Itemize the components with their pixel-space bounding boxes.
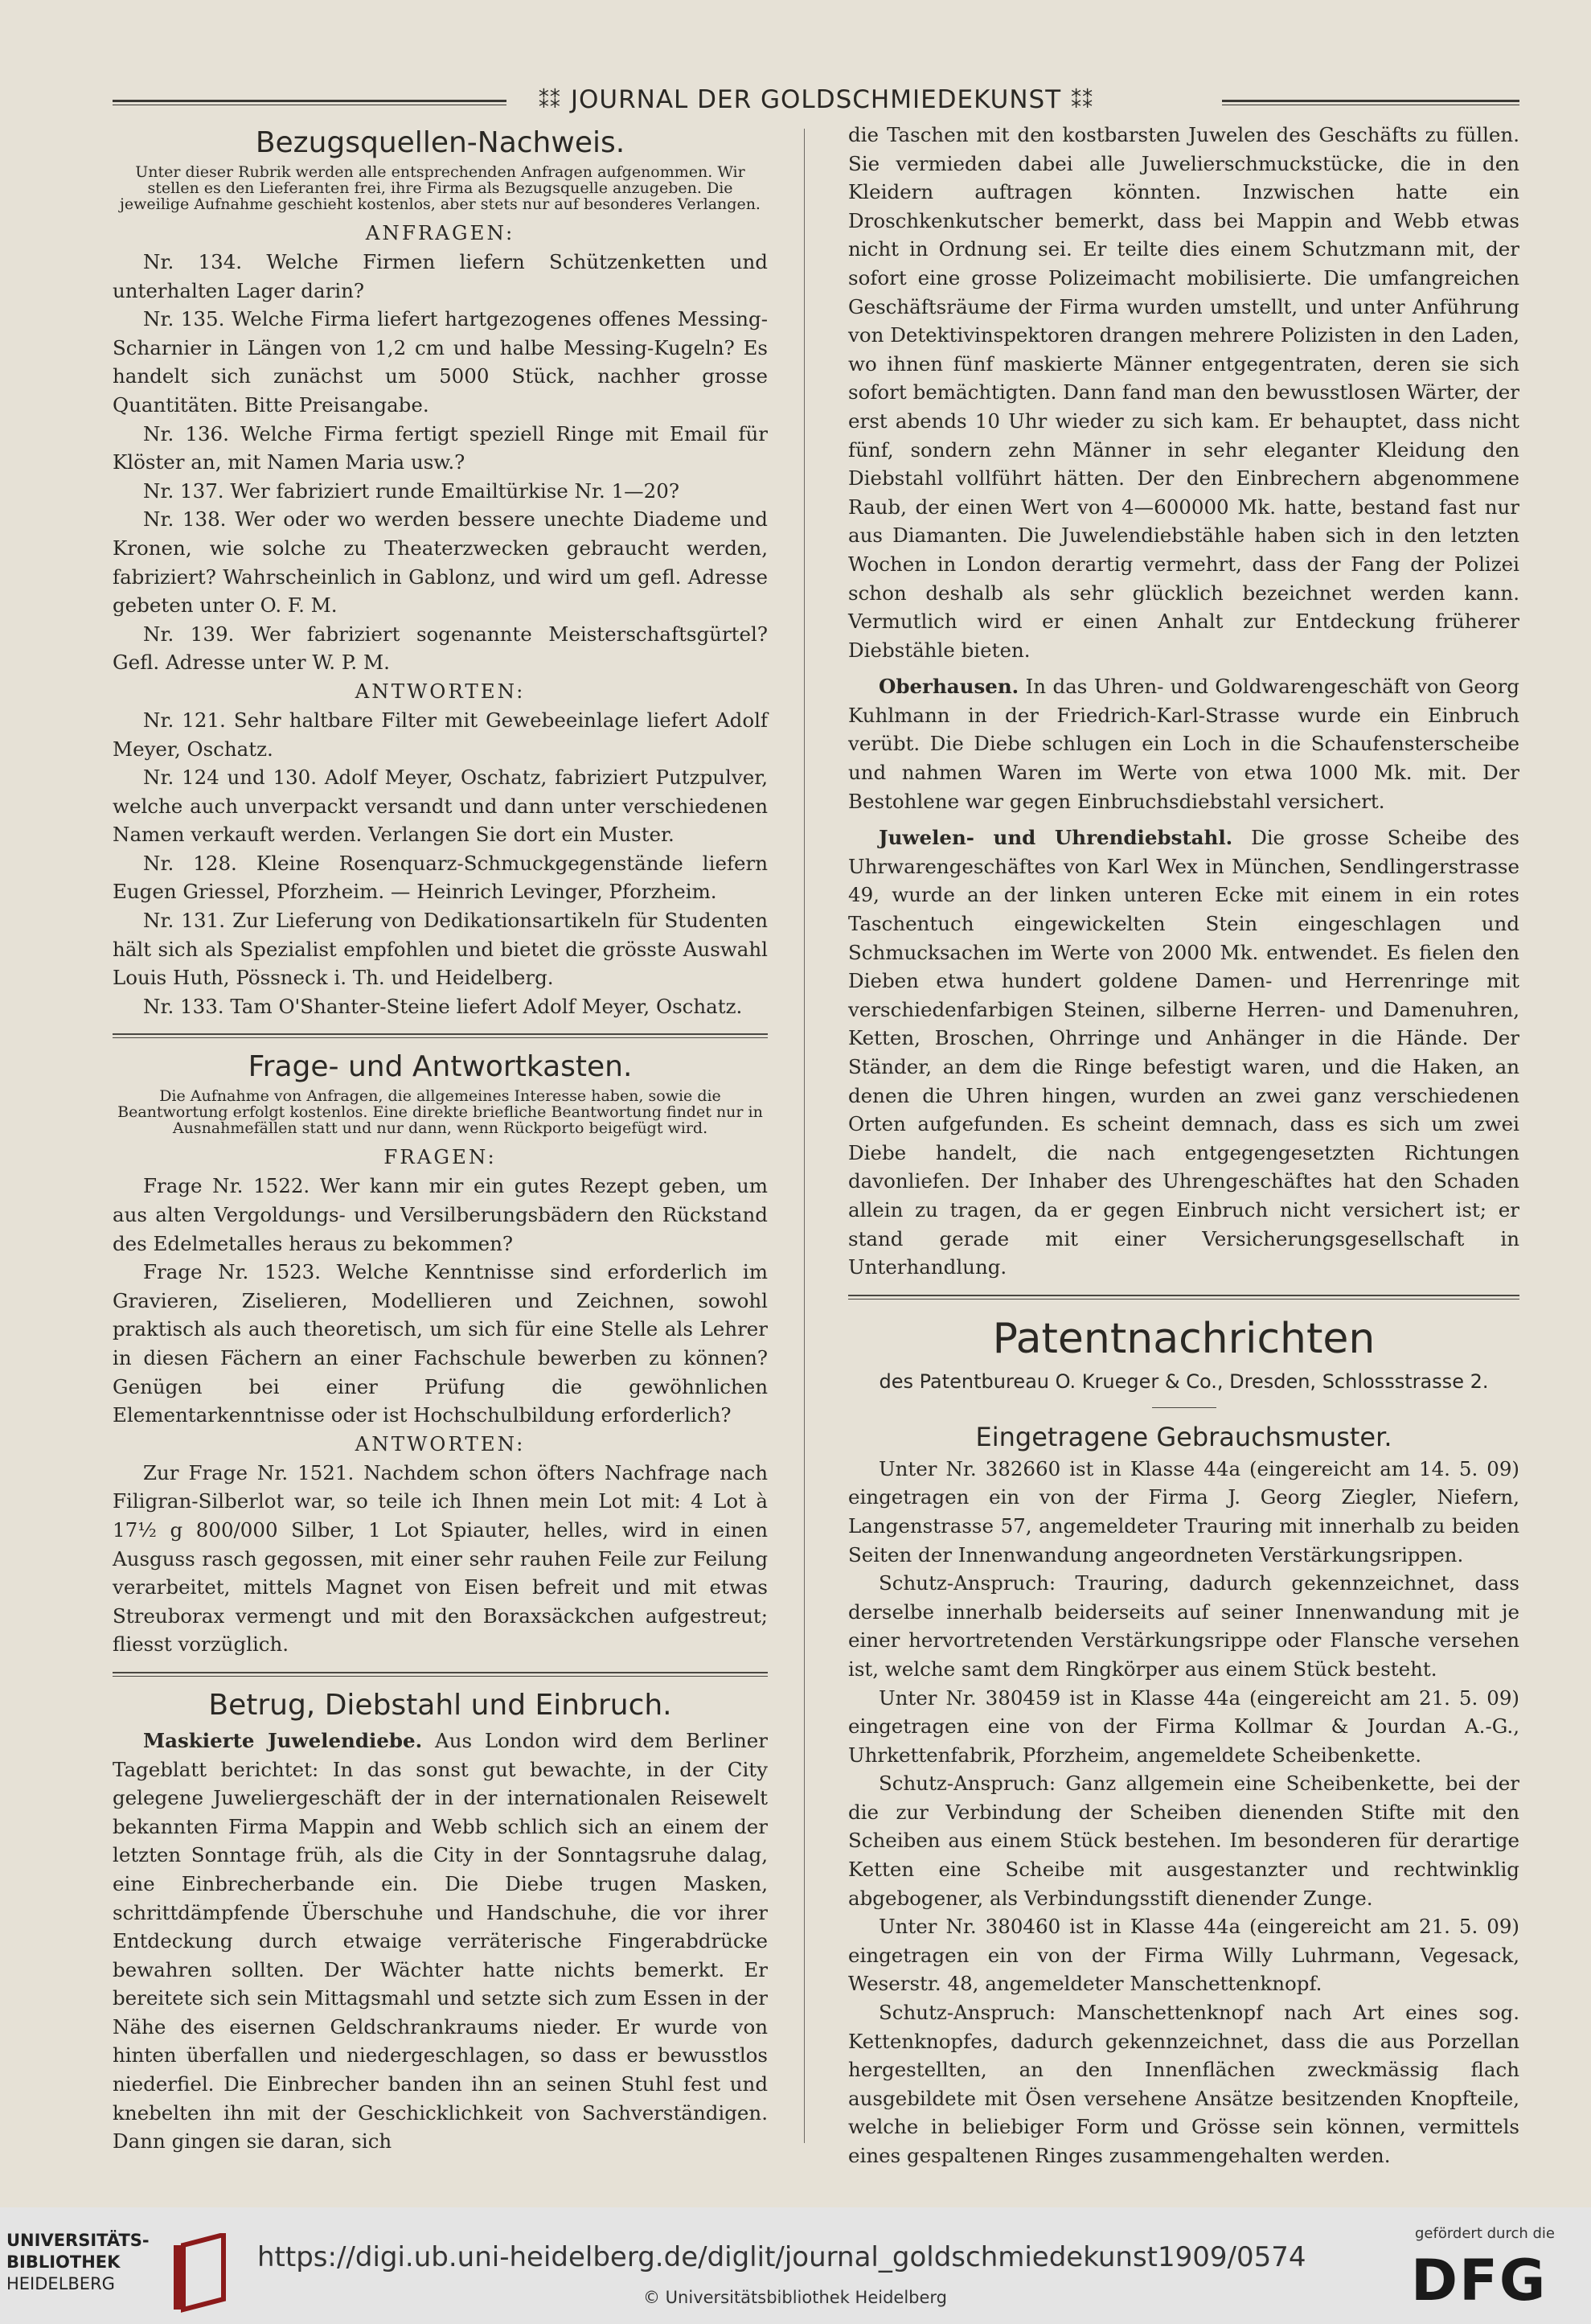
page-header — [113, 80, 1519, 121]
copyright-notice: © Universitätsbibliothek Heidelberg — [643, 2288, 948, 2307]
frage-antwort-title: Frage- und Antwortkasten. — [248, 1050, 633, 1084]
viewer-footer — [0, 2207, 1591, 2324]
right-column — [848, 121, 1519, 2170]
permalink-url[interactable]: https://digi.ub.uni-heidelberg.de/diglit/journal_goldschmiedekunst1909/0574 — [257, 2241, 1306, 2273]
schutzanspruch-2: Schutz-Anspruch: Ganz allgemein eine Scheibenkette, bei der die zur Verbindung der Scheiben dienenden Stifte mit den Scheiben aus einem Stück bestehen. Im besonderen für derartige Ketten eine Scheibe mit ausgestanzter und rechtwinklig abgebogener, als Verbindungsstift dienender Zunge. — [848, 1772, 1519, 1910]
frage-antwort-note: Die Aufnahme von Anfragen, die allgemeines Interesse haben, sowie die Beantwortung erfolgt kostenlos. Eine direkte briefliche Beantwortung findet nur in Ausnahmefällen statt und nur dann, wenn Rückporto beigefügt wird. — [117, 1087, 763, 1138]
section-divider-2 — [113, 1672, 768, 1677]
gebrauchsmuster-380460: Unter Nr. 380460 ist in Klasse 44a (eingereicht am 21. 5. 09) eingetragen ein von der Firma Willy Luhrmann, Vegesack, Weserstr. 48, angemeldeter Manschettenknopf. — [848, 1915, 1519, 1996]
betrug-text: Aus London wird dem Berliner Tageblatt berichtet: In das sonst gut bewachte, in der City gelegene Juweliergeschäft der in der internationalen Reisewelt bekannten Firma Mappin and Webb schlich sich an einem der letzten Sonntage früh, als die City in der Sonntagsruhe dalag, eine Einbrecherbande ein. Die Diebe trugen Masken, schrittdämpfende Überschuhe und Handschuhe, die vor ihrer Entdeckung durch etwaige verräterische Fingerabdrücke bewahren sollten. Der Wächter hatte nichts bemerkt. Er bereitete sich sein Mittagsmahl und setzte sich zum Essen in der Nähe des eisernen Geldschrankraums nieder. Er wurde von hinten überfallen und niedergeschlagen, so dass er bewusstlos niederfiel. Die Einbrecher banden ihn an seinen Stuhl fest und knebelten ihn mit der Geschicklichkeit von Sachverständigen. Dann gingen sie daran, sich — [113, 1728, 768, 2154]
juwelen-text: Die grosse Scheibe des Uhrwarengeschäftes von Karl Wex in München, Sendlingerstrasse 49, wurde an der linken unteren Ecke mit einem in ein rotes Taschentuch eingewickelten Stein eingeschlagen und Schmucksachen im Werte von 2000 Mk. entwendet. Es fielen den Dieben etwa hundert goldene Damen- und Herrenringe mit verschiedenfarbigen Steinen, silberne Herren- und Damenuhren, Ketten, Broschen, Ohrringe und Anhänger in die Hände. Der Ständer, an dem die Ringe befestigt waren, und die Haken, an denen die Uhren hingen, wurden an zwei ganz verschiedenen Orten aufgefunden. Es scheint demnach, dass es sich um zwei Diebe handelt, die nach entgegengesetzten Richtungen davonliefen. Der Inhaber des Uhrengeschäftes hat den Schaden allein zu tragen, da er gegen Einbruch nicht versichert ist; er stand gerade mit einer Versicherungsgesellschaft in Unterhandlung. — [848, 826, 1519, 1279]
antworten-heading-2: ANTWORTEN: — [355, 1431, 526, 1456]
anfrage-138: Nr. 138. Wer oder wo werden bessere unechte Diademe und Kronen, wie solche zu Theaterzwecken gebraucht werden, fabriziert? Wahrscheinlich in Gablonz, und wird um gefl. Adresse gebeten unter O. F. M. — [113, 507, 768, 618]
anfragen-heading: ANFRAGEN: — [365, 221, 515, 244]
frage-1522: Frage Nr. 1522. Wer kann mir ein gutes Rezept geben, um aus alten Vergoldungs- und Versilberungsbädern den Rückstand des Edelmetalles heraus zu bekommen? — [113, 1174, 768, 1255]
ub-heidelberg-logo[interactable] — [0, 2223, 241, 2312]
schutzanspruch-1: Schutz-Anspruch: Trauring, dadurch gekennzeichnet, dass derselbe innerhalb beiderseits auf seiner Innenwandung mit je einer hervortretenden Verstärkungsrippe oder Flansche versehen ist, welche samt dem Ringkörper aus einem Stück besteht. — [848, 1571, 1519, 1681]
patent-title: Patentnachrichten — [992, 1314, 1376, 1363]
betrug-lead: Maskierte Juwelendiebe. — [143, 1728, 423, 1752]
betrug-continuation: die Taschen mit den kostbarsten Juwelen des Geschäfts zu füllen. Sie vermieden dabei alle Juwelierschmuckstücke, die in den Kleidern auftragen könnten. Inzwischen hatte ein Droschkenkutscher bemerkt, dass bei Mappin and Webb etwas nicht in Ordnung sei. Er teilte dies einem Schutzmann mit, der sofort eine grosse Polizeimacht mobilisierte. Die umfangreichen Geschäftsräume der Firma wurden umstellt, und unter Anführung von Detektivinspektoren drangen mehrere Polizisten in den Laden, wo ihnen fünf maskierte Männer entgegentraten, deren sie sich sofort bemächtigten. Dann fand man den bewusstlosen Wärter, der erst abends 10 Uhr wieder zu sich kam. Er behauptet, dass nicht fünf, sondern zehn Männer in sehr eleganter Kleidung den Diebstahl vollführt hätten. Der den Einbrechern abgenommene Raub, der einen Wert von 4—600000 Mk. hatte, bestand fast nur aus Diamanten. Die Juwelendiebstähle haben sich in den letzten Wochen in London derartig vermehrt, dass der Fang der Polizei schon deshalb als sehr glücklich bezeichnet werden kann. Vermutlich wird er einen Anhalt zur Entdeckung früherer Diebstähle bieten. — [848, 123, 1519, 662]
betrug-article — [113, 1727, 768, 2156]
antwort-133: Nr. 133. Tam O'Shanter-Steine liefert Adolf Meyer, Oschatz. — [143, 994, 743, 1018]
anfrage-139: Nr. 139. Wer fabriziert sogenannte Meisterschaftsgürtel? Gefl. Adresse unter W. P. M. — [113, 622, 768, 675]
oberhausen-lead: Oberhausen. — [879, 675, 1019, 699]
left-column — [113, 121, 768, 2156]
ornament-left-icon: ⁑⁑ — [538, 89, 561, 113]
juwelen-lead: Juwelen- und Uhrendiebstahl. — [879, 826, 1233, 850]
gebrauchsmuster-382660: Unter Nr. 382660 ist in Klasse 44a (eingereicht am 14. 5. 09) eingetragen ein von der Firma J. Georg Ziegler, Niefern, Langenstrasse 57, angemeldeter Trauring mit innerhalb zu beiden Seiten der Innenwandung angeordneten Verstärkungsrippen. — [848, 1456, 1519, 1566]
short-rule — [1152, 1407, 1216, 1408]
bezugsquellen-title: Bezugsquellen-Nachweis. — [255, 126, 625, 159]
fragen-heading: FRAGEN: — [383, 1145, 497, 1169]
antwort-124-130: Nr. 124 und 130. Adolf Meyer, Oschatz, fabriziert Putzpulver, welche auch unverpackt versandt und dann unter verschiedenen Namen verkauft werden. Verlangen Sie dort ein Muster. — [113, 766, 768, 847]
anfrage-137: Nr. 137. Wer fabriziert runde Emailtürkise Nr. 1—20? — [143, 478, 679, 503]
column-divider — [804, 129, 805, 2143]
bezugsquellen-note: Unter dieser Rubrik werden alle entsprechenden Anfragen aufgenommen. Wir stellen es den Lieferanten frei, ihre Firma als Bezugsquelle anzugeben. Die jeweilige Aufnahme geschieht kostenlos, aber stets nur auf besonderes Verlangen. — [120, 163, 761, 213]
journal-title: JOURNAL DER GOLDSCHMIEDEKUNST — [570, 85, 1062, 114]
antwort-121: Nr. 121. Sehr haltbare Filter mit Gewebeeinlage liefert Adolf Meyer, Oschatz. — [113, 708, 768, 761]
anfrage-134: Nr. 134. Welche Firmen liefern Schützenketten und unterhalten Lager darin? — [113, 250, 768, 302]
header-title-wrap — [113, 85, 1519, 114]
anfrage-136: Nr. 136. Welche Firma fertigt speziell Ringe mit Email für Klöster an, mit Namen Maria usw.? — [113, 421, 768, 474]
betrug-title: Betrug, Diebstahl und Einbruch. — [208, 1688, 672, 1722]
patent-subtitle: des Patentbureau O. Krueger & Co., Dresden, Schlossstrasse 2. — [879, 1369, 1489, 1393]
frage-1523: Frage Nr. 1523. Welche Kenntnisse sind erforderlich im Gravieren, Ziselieren, Modellieren und Zeichnen, sowohl praktisch als auch theoretisch, um sich für eine Stelle als Lehrer in diesen Fächern an einer Fachschule bewerben zu können? Genügen bei einer Prüfung die gewöhnlichen Elementarkenntnisse oder ist Hochschulbildung erforderlich? — [113, 1260, 768, 1427]
logo-line-1: UNIVERSITÄTS- — [6, 2231, 150, 2250]
antwort-128: Nr. 128. Kleine Rosenquarz-Schmuckgegenstände liefern Eugen Griessel, Pforzheim. — Heinrich Levinger, Pforzheim. — [113, 851, 768, 904]
logo-line-3: HEIDELBERG — [6, 2274, 115, 2293]
gebrauchsmuster-380459: Unter Nr. 380459 ist in Klasse 44a (eingereicht am 21. 5. 09) eingetragen eine von der Firma Kollmar & Jourdan A.-G., Uhrkettenfabrik, Pforzheim, angemeldete Scheibenkette. — [848, 1686, 1519, 1767]
dfg-funding-note: gefördert durch die — [1415, 2225, 1555, 2242]
antwort-1521: Zur Frage Nr. 1521. Nachdem schon öfters Nachfrage nach Filigran-Silberlot war, so teile ich Ihnen mein Lot mit: 4 Lot à 17½ g 800/000 Silber, 1 Lot Spiauter, helles, wird in einen Ausguss rasch gegossen, mit einer sehr rauhen Feile zur Feilung verarbeitet, mittels Magnet von Eisen befreit und mit etwas Streuborax vermengt und mit den Boraxsäckchen aufgestreut; fliesst vorzüglich. — [113, 1460, 768, 1657]
antwort-131: Nr. 131. Zur Lieferung von Dedikationsartikeln für Studenten hält sich als Spezialist empfohlen und bietet die grösste Auswahl Louis Huth, Pössneck i. Th. und Heidelberg. — [113, 909, 768, 990]
logo-line-2: BIBLIOTHEK — [6, 2252, 121, 2272]
section-divider — [113, 1033, 768, 1038]
ornament-right-icon: ⁑⁑ — [1071, 89, 1094, 113]
schutzanspruch-3: Schutz-Anspruch: Manschettenknopf nach Art eines sog. Kettenknopfes, dadurch gekennzeichnet, dass die aus Porzellan hergestellten, an den Innenflächen zweckmässig flach ausgebildete mit Ösen versehene Ansätze besitzenden Knopfteile, welche in beliebiger Form und Grösse sein können, vermittels eines gespaltenen Ringes zusammengehalten werden. — [848, 2001, 1519, 2167]
dfg-logo[interactable]: DFG — [1411, 2248, 1548, 2314]
juwelen-article — [848, 823, 1519, 1282]
anfrage-135: Nr. 135. Welche Firma liefert hartgezogenes offenes Messing-Scharnier in Längen von 1,2 cm und halbe Messing-Kugeln? Es handelt sich zunächst um 5000 Stück, nachher grosse Quantitäten. Bitte Preisangabe. — [113, 307, 768, 417]
gebrauchsmuster-title: Eingetragene Gebrauchsmuster. — [975, 1421, 1392, 1452]
library-emblem-icon — [167, 2233, 232, 2314]
section-divider-3 — [848, 1295, 1519, 1300]
oberhausen-text: In das Uhren- und Goldwarengeschäft von Georg Kuhlmann in der Friedrich-Karl-Strasse wurde ein Einbruch verübt. Die Diebe schlugen ein Loch in die Schaufensterscheibe und nahmen Waren im Werte von etwa 1000 Mk. mit. Der Bestohlene war gegen Einbruchsdiebstahl versichert. — [848, 675, 1519, 813]
oberhausen-article — [848, 672, 1519, 815]
antworten-heading: ANTWORTEN: — [355, 679, 526, 703]
